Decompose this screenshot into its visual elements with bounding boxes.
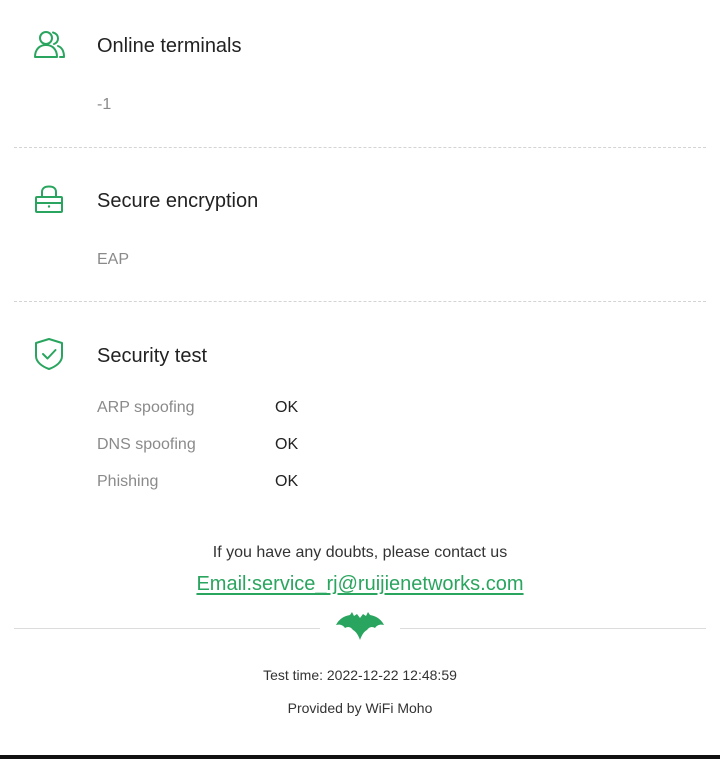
security-test-row	[97, 434, 497, 456]
test-result: OK	[275, 436, 299, 453]
secure-encryption-value: EAP	[97, 251, 130, 268]
divider	[14, 301, 706, 302]
security-test-row	[97, 471, 497, 493]
test-label: Phishing	[97, 473, 159, 490]
contact-text: If you have any doubts, please contact us	[212, 544, 508, 561]
divider	[14, 147, 706, 148]
provided-by: Provided by WiFi Moho	[287, 700, 433, 716]
shield-check-icon	[32, 337, 66, 371]
test-result: OK	[275, 399, 299, 416]
users-icon	[32, 28, 66, 62]
test-label: ARP spoofing	[97, 399, 195, 416]
test-time: Test time: 2022-12-22 12:48:59	[263, 667, 457, 683]
contact-email-link[interactable]: Email:service_rj@ruijienetworks.com	[196, 573, 524, 595]
security-test-title: Security test	[97, 345, 208, 367]
contact-email-container	[0, 572, 720, 596]
footer-divider-left	[14, 628, 320, 629]
security-test-row	[97, 397, 497, 419]
test-label: DNS spoofing	[97, 436, 196, 453]
online-terminals-value: -1	[97, 96, 112, 113]
test-result: OK	[275, 473, 299, 490]
bottom-bar	[0, 755, 720, 759]
bat-logo-icon	[335, 611, 385, 643]
footer-divider-right	[400, 628, 706, 629]
lock-icon	[32, 183, 66, 217]
online-terminals-title: Online terminals	[97, 35, 242, 57]
secure-encryption-title: Secure encryption	[97, 190, 259, 212]
